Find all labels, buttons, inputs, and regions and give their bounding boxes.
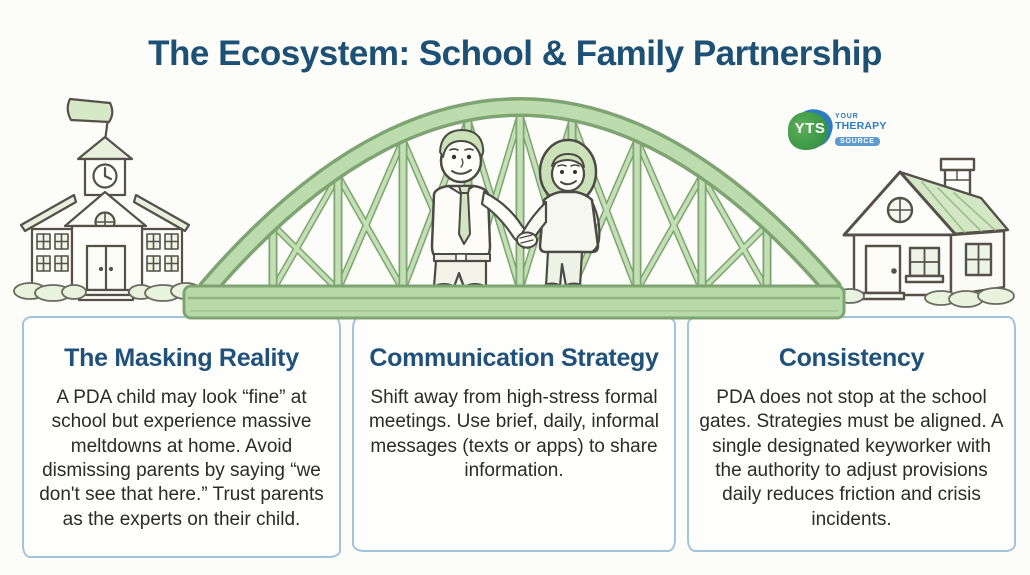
card-title: Consistency: [778, 344, 925, 372]
woman-figure: [518, 140, 599, 293]
bridge-deck: [184, 286, 844, 318]
page-title: The Ecosystem: School & Family Partnership: [148, 34, 882, 73]
card-consistency: [687, 316, 1016, 552]
logo-word-therapy: THERAPY: [835, 119, 887, 132]
home-illustration: [838, 146, 1022, 324]
card-body: PDA does not stop at the school gates. Strategies must be aligned. A single designated keyworker with the authority to adjust provisions daily reduces friction and crisis incidents.: [699, 387, 1004, 530]
card-body: Shift away from high-stress formal meetings. Use brief, daily, informal messages (texts or apps) to share information.: [368, 387, 660, 481]
yts-logo: [788, 106, 888, 154]
woman-sweater: [540, 192, 598, 252]
yts-logo-icon: [788, 109, 832, 151]
card-title: The Masking Reality: [64, 344, 299, 372]
man-tie: [459, 186, 470, 244]
card-masking-reality: [22, 316, 341, 558]
handshake-icon: [517, 233, 537, 248]
logo-word-your: YOUR: [835, 112, 859, 120]
tower-roof: [78, 137, 132, 159]
card-title: Communication Strategy: [369, 344, 659, 372]
flag-icon: [68, 99, 113, 122]
logo-abbr: YTS: [794, 120, 826, 137]
card-communication-strategy: [352, 316, 676, 552]
woman-trousers: [546, 252, 582, 286]
card-body: A PDA child may look “fine” at school but experience massive meltdowns at home. Avoid dismissing parents by saying “we don't see that here.” Trust parents as the experts on their child.: [39, 387, 324, 530]
logo-word-source: SOURCE: [835, 137, 880, 146]
bridge-illustration: [178, 88, 862, 336]
